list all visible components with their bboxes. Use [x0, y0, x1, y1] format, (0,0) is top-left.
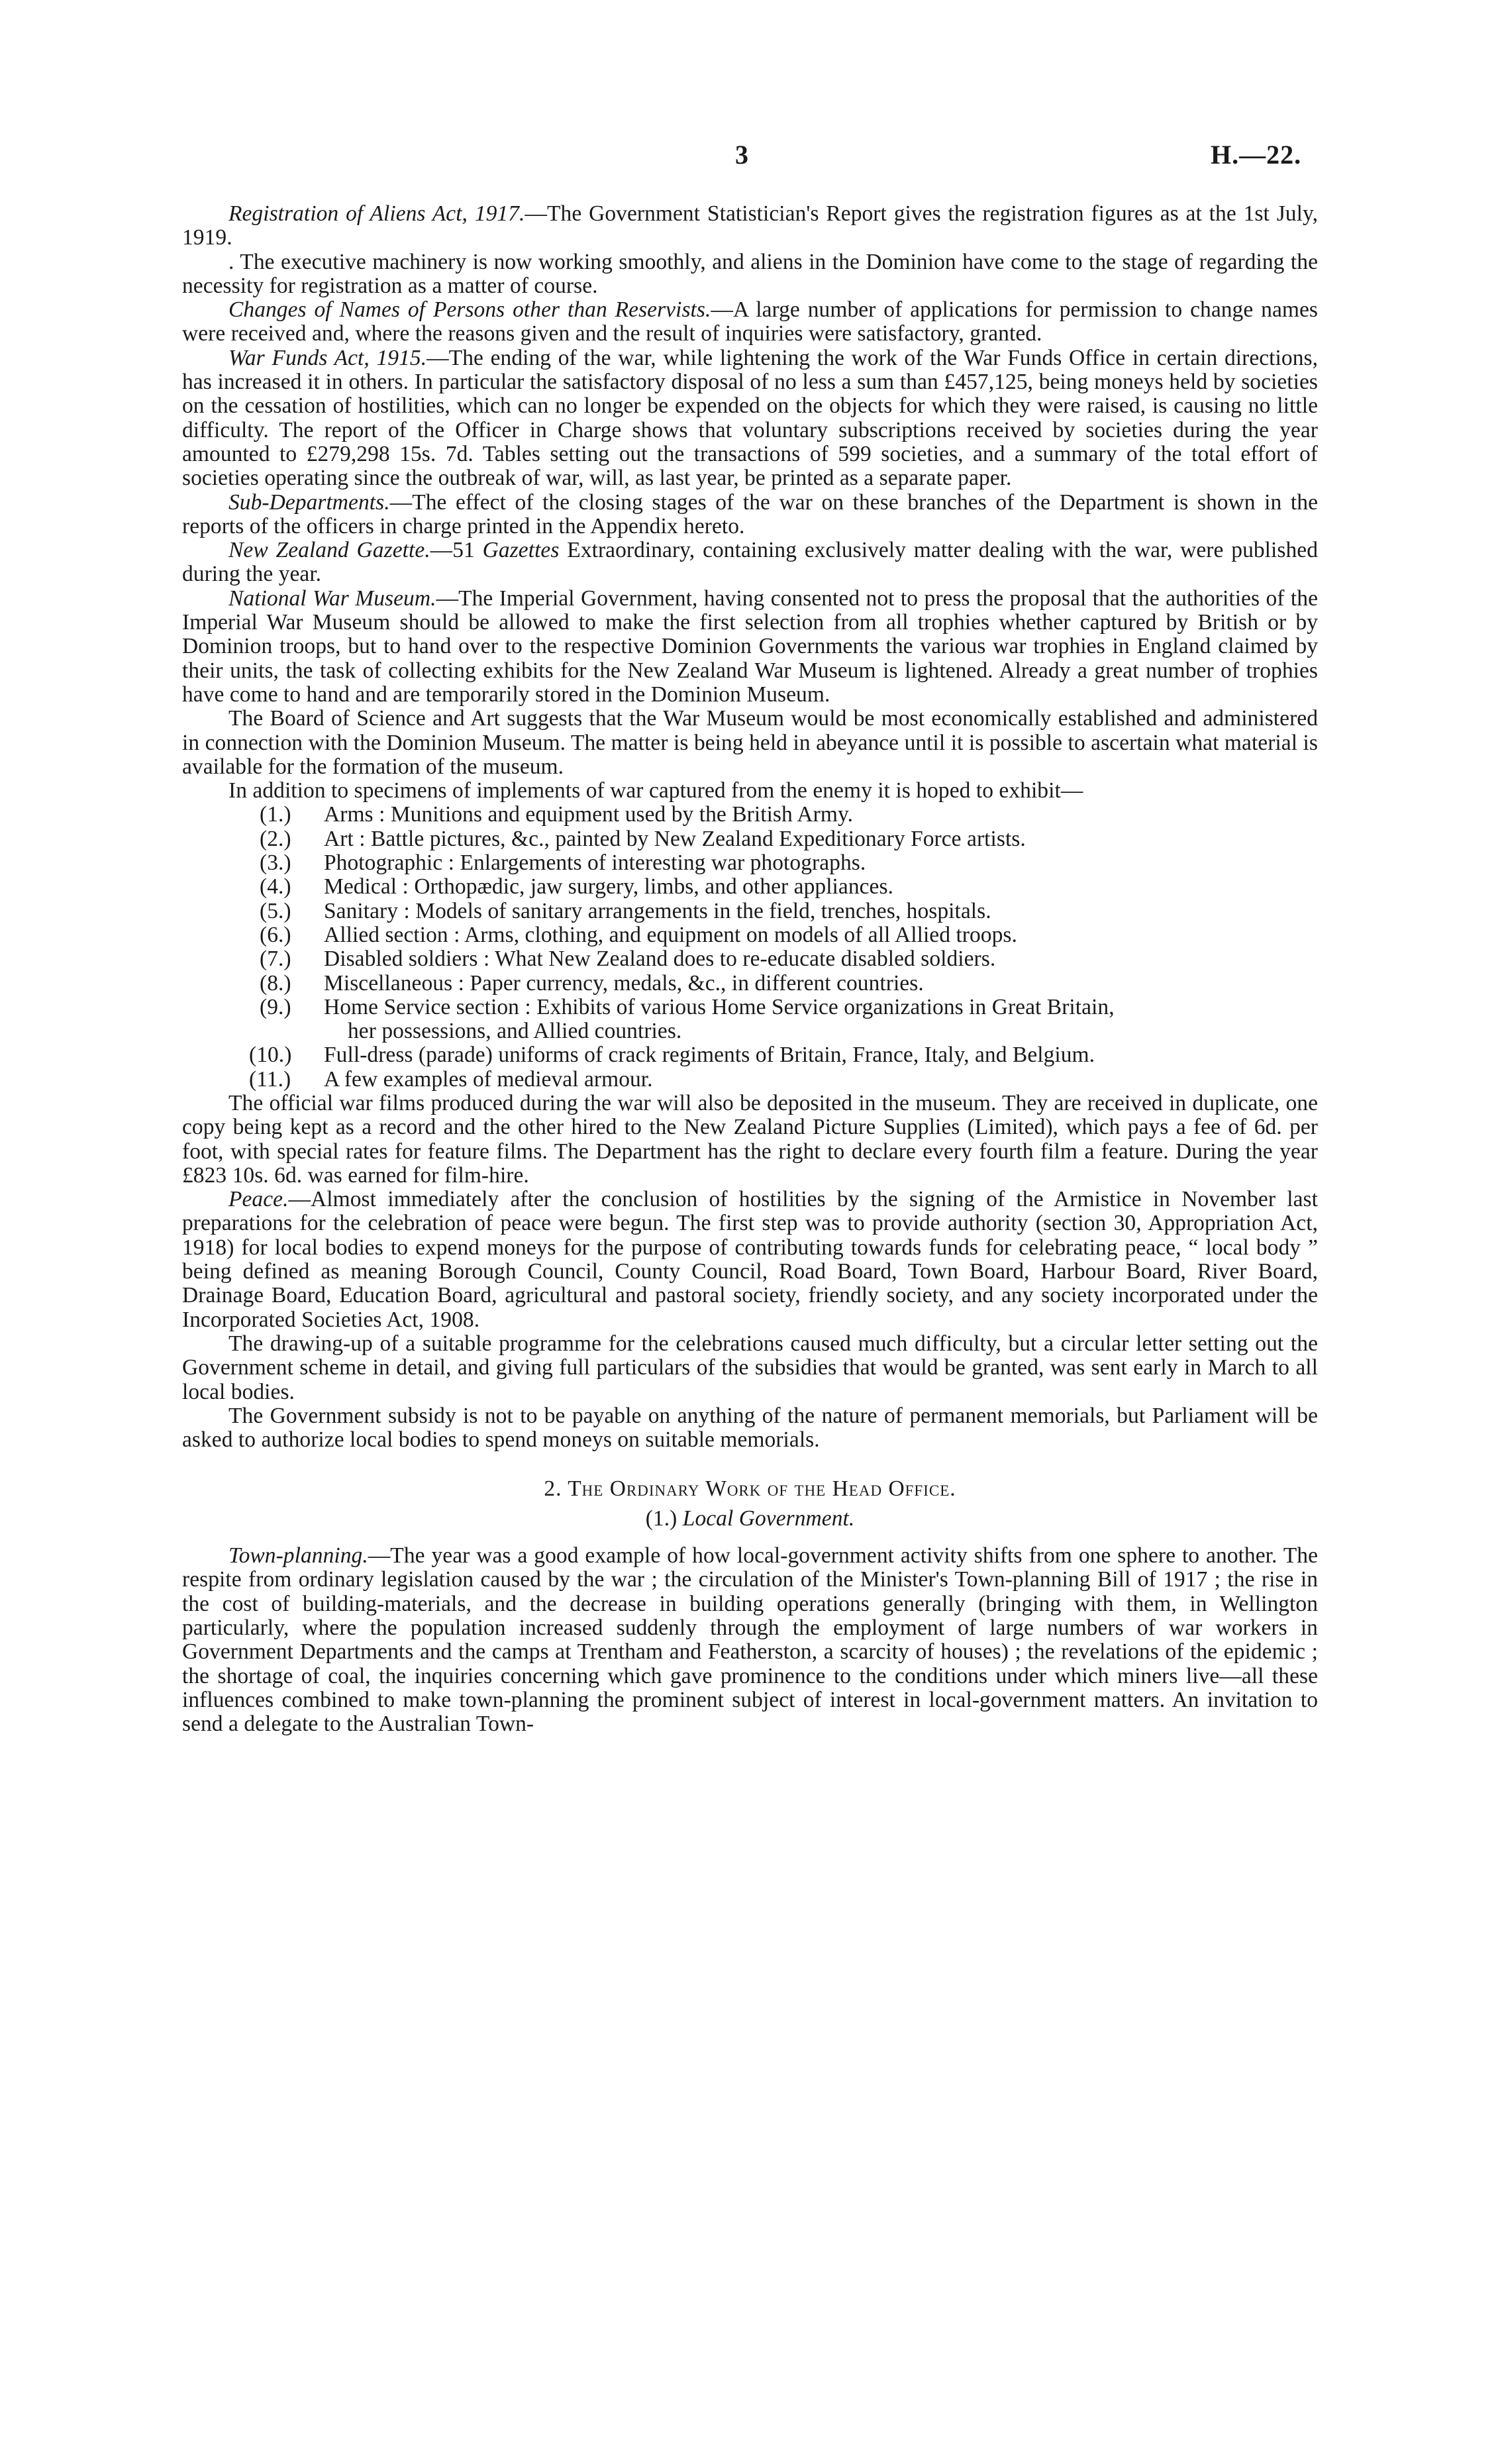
- heading-town-planning: Town-planning.: [228, 1543, 368, 1568]
- paragraph-war-funds: War Funds Act, 1915.—The ending of the war, while lightening the work of the War Funds Office in certain directions, has increased it in others. In particular the satisfactory disposal of no less a sum than £457,125, being moneys held by societies on the cessation of hostilities, which can no longer be expended on the objects for which they were raised, is causing no little difficulty. The report of the Officer in Charge shows that voluntary subscriptions received by societies during the year amounted to £279,298 15s. 7d. Tables setting out the transactions of 599 societies, and a summary of the total effort of societies operating since the outbreak of war, will, as last year, be printed as a separate paper.: [182, 345, 1318, 491]
- subsection-title: (1.) Local Government.: [645, 1506, 855, 1531]
- list-item: (7.) Disabled soldiers : What New Zealand does to re-educate disabled soldiers.: [260, 947, 996, 972]
- page-header: [0, 139, 1502, 179]
- section-title: 2. The Ordinary Work of the Head Office.: [544, 1476, 956, 1502]
- list-item: (2.) Art : Battle pictures, &c., painted by New Zealand Expeditionary Force artists.: [260, 826, 1026, 851]
- heading-sub-departments: Sub-Departments.: [228, 489, 390, 515]
- list-item: (3.) Photographic : Enlargements of interesting war photographs.: [260, 850, 866, 876]
- paragraph-exhibit-intro: In addition to specimens of implements of war captured from the enemy it is hoped to exhibit—: [228, 778, 1083, 803]
- heading-gazette: New Zealand Gazette.: [228, 538, 430, 563]
- heading-changes-of-names: Changes of Names of Persons other than Reservists.: [228, 297, 711, 323]
- paragraph-changes-of-names: Changes of Names of Persons other than Reservists.—A large number of applications for permission to change names were received and, where the reasons given and the result of inquiries were satisfactory, granted.: [182, 297, 1318, 346]
- heading-war-funds-act: War Funds Act, 1915.: [228, 345, 427, 370]
- paragraph-board-of-science: The Board of Science and Art suggests that the War Museum would be most economically established and administered in connection with the Dominion Museum. The matter is being held in abeyance until it is possible to ascertain what material is available for the formation of the museum.: [182, 706, 1318, 779]
- document-reference: H.—22.: [1211, 140, 1302, 170]
- list-item: (4.) Medical : Orthopædic, jaw surgery, limbs, and other appliances.: [260, 874, 893, 899]
- paragraph-aliens-machinery: . The executive machinery is now working smoothly, and aliens in the Dominion have come to the stage of regarding the necessity for registration as a matter of course.: [182, 249, 1318, 298]
- exhibit-list: [182, 803, 1318, 1092]
- paragraph-subsidy: The Government subsidy is not to be payable on anything of the nature of permanent memorials, but Parliament will be asked to authorize local bodies to spend moneys on suitable memorials.: [182, 1403, 1318, 1453]
- paragraph-gazette: New Zealand Gazette.—51 Gazettes Extraordinary, containing exclusively matter dealing with the war, were published during the year.: [182, 538, 1318, 587]
- list-item: (5.) Sanitary : Models of sanitary arrangements in the field, trenches, hospitals.: [260, 898, 991, 923]
- body-text: [182, 202, 1318, 1736]
- paragraph-aliens: Registration of Aliens Act, 1917.—The Government Statistician's Report gives the registration figures as at the 1st July, 1919.: [182, 201, 1318, 250]
- list-item: (8.) Miscellaneous : Paper currency, medals, &c., in different countries.: [260, 970, 924, 996]
- list-item: (9.) Home Service section : Exhibits of various Home Service organizations in Great Britain, her possessions, and Allied countries.: [260, 994, 1115, 1044]
- paragraph-programme: The drawing-up of a suitable programme for the celebrations caused much difficulty, but a circular letter setting out the Government scheme in detail, and giving full particulars of the subsidies that would be granted, was sent early in March to all local bodies.: [182, 1331, 1318, 1404]
- page-number: 3: [735, 140, 748, 170]
- list-item: (11.) A few examples of medieval armour.: [249, 1066, 653, 1092]
- heading-aliens-act: Registration of Aliens Act, 1917.: [228, 201, 525, 226]
- paragraph-war-museum: National War Museum.—The Imperial Government, having consented not to press the proposal that the authorities of the Imperial War Museum should be allowed to make the first selection from all trophies whether captured by British or by Dominion troops, but to hand over to the respective Dominion Governments the various war trophies in England claimed by their units, the task of collecting exhibits for the New Zealand War Museum is lightened. Already a great number of trophies have come to hand and are temporarily stored in the Dominion Museum.: [182, 586, 1318, 707]
- list-item: (6.) Allied section : Arms, clothing, and equipment on models of all Allied troops.: [260, 922, 1017, 947]
- paragraph-town-planning: Town-planning.—The year was a good example of how local-government activity shifts from one sphere to another. The respite from ordinary legislation caused by the war ; the circulation of the Minister's Town-planning Bill of 1917 ; the rise in the cost of building-materials, and the decrease in building operations generally (bringing with them, in Wellington particularly, where the population increased suddenly through the employment of large numbers of war workers in Government Departments and the camps at Trentham and Featherston, a scarcity of houses) ; the revelations of the epidemic ; the shortage of coal, the inquiries concerning which gave prominence to the conditions under which miners live—all these influences combined to make town-planning the prominent subject of interest in local-government matters. An invitation to send a delegate to the Australian Town-: [182, 1543, 1318, 1737]
- paragraph-sub-departments: Sub-Departments.—The effect of the closing stages of the war on these branches of the Department is shown in the reports of the officers in charge printed in the Appendix hereto.: [182, 489, 1318, 539]
- paragraph-war-films: The official war films produced during the war will also be deposited in the museum. They are received in duplicate, one copy being kept as a record and the other hired to the New Zealand Picture Supplies (Limited), which pays a fee of 6d. per foot, with special rates for feature films. The Department has the right to declare every fourth film a feature. During the year £823 10s. 6d. was earned for film-hire.: [182, 1090, 1318, 1188]
- list-item: (1.) Arms : Munitions and equipment used by the British Army.: [260, 802, 853, 827]
- paragraph-peace: Peace.—Almost immediately after the conclusion of hostilities by the signing of the Armistice in November last preparations for the celebration of peace were begun. The first step was to provide authority (section 30, Appropriation Act, 1918) for local bodies to expend moneys for the purpose of contributing towards funds for celebrating peace, “ local body ” being defined as meaning Borough Council, County Council, Road Board, Town Board, Harbour Board, River Board, Drainage Board, Education Board, agricultural and pastoral society, friendly society, and any society incorporated under the Incorporated Societies Act, 1908.: [182, 1187, 1318, 1332]
- list-item: (10.) Full-dress (parade) uniforms of crack regiments of Britain, France, Italy, and Belgium.: [249, 1043, 1095, 1068]
- heading-war-museum: National War Museum.: [228, 586, 436, 611]
- heading-peace: Peace.: [228, 1187, 289, 1212]
